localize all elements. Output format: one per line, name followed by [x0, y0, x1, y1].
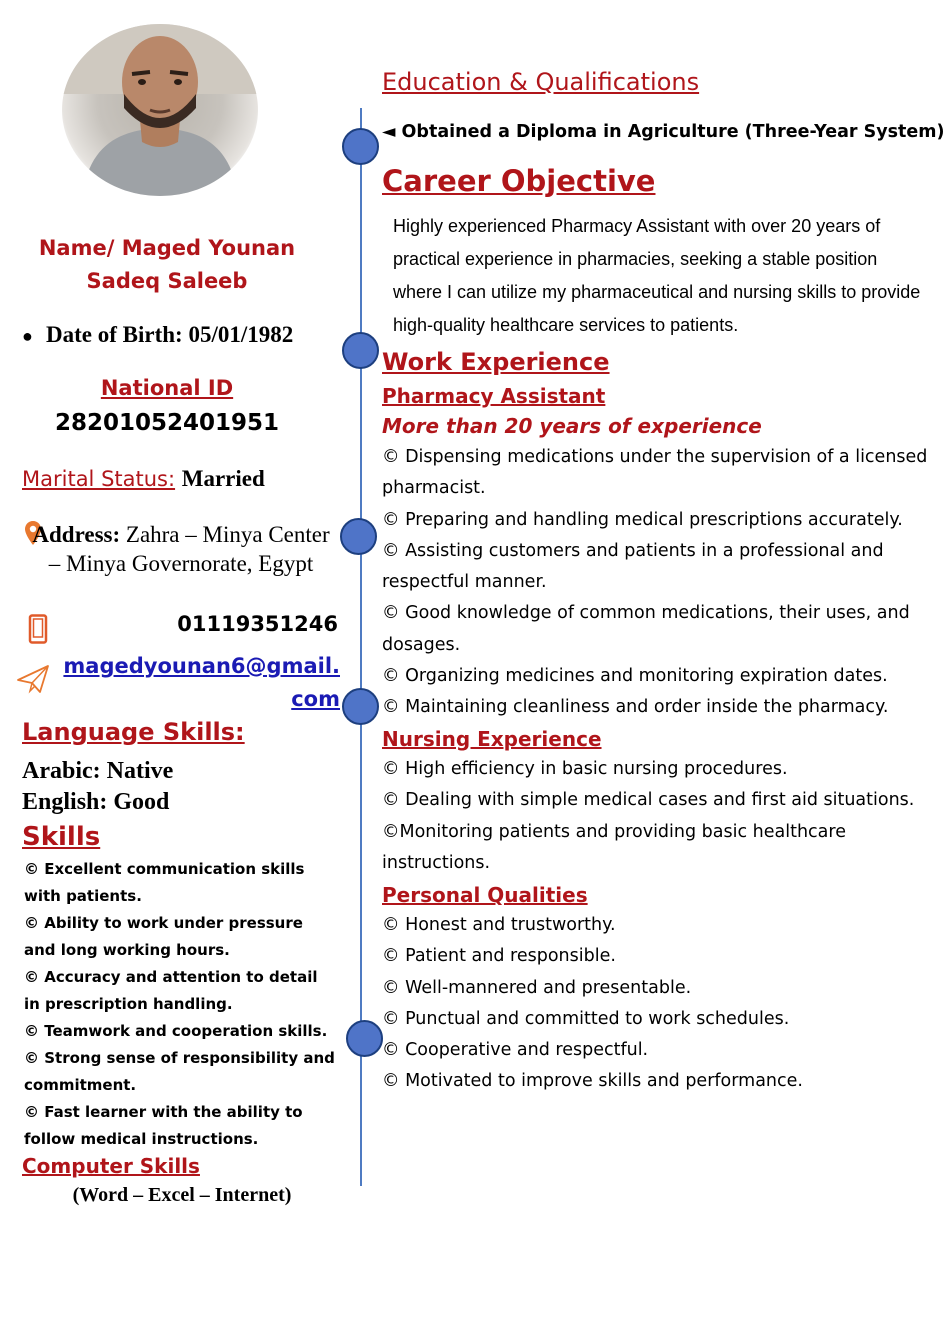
candidate-name: Name/ Maged Younan Sadeq Saleeb: [38, 236, 296, 293]
address-label: Address:: [32, 522, 121, 547]
education-title: Education & Qualifications: [382, 68, 700, 96]
computer-skills-title: Computer Skills: [22, 1154, 200, 1178]
timeline-dot: [340, 518, 377, 555]
list-item: © Preparing and handling medical prescriptions accurately.: [382, 509, 903, 530]
list-item: © Cooperative and respectful.: [382, 1040, 649, 1061]
address-value: Zahra – Minya Center – Minya Governorate, Egypt: [48, 522, 330, 576]
language-item: English: Good: [22, 789, 170, 815]
national-id-label: National ID: [100, 376, 234, 400]
dob-value: 05/01/1982: [188, 322, 294, 347]
dob-label: Date of Birth:: [46, 322, 183, 347]
list-item: © Honest and trustworthy.: [382, 915, 616, 935]
skill-item: © Teamwork and cooperation skills.: [24, 1022, 328, 1040]
list-item: © Dealing with simple medical cases and first aid situations.: [382, 790, 915, 811]
marital-label: Marital Status:: [22, 467, 176, 491]
list-item: © Organizing medicines and monitoring expiration dates.: [382, 666, 888, 687]
skill-item: © Excellent communication skills with patients.: [24, 860, 305, 905]
computer-skills-value: (Word – Excel – Internet): [72, 1184, 292, 1206]
skill-item: © Fast learner with the ability to follow medical instructions.: [24, 1103, 303, 1148]
bullet-icon: ●: [22, 326, 33, 346]
nursing-experience-title: Nursing Experience: [382, 727, 602, 751]
address: [28, 520, 334, 578]
date-of-birth: [22, 322, 342, 348]
career-objective-title: Career Objective: [382, 164, 656, 198]
education-item: ◄ Obtained a Diploma in Agriculture (Three-Year System): [382, 122, 945, 142]
skills-title: Skills: [22, 822, 101, 852]
profile-photo: [62, 24, 258, 196]
send-icon: [16, 664, 50, 694]
timeline-dot: [346, 1020, 383, 1057]
skill-item: © Ability to work under pressure and long working hours.: [24, 914, 303, 959]
email-line-2[interactable]: com: [291, 687, 340, 711]
marital-value: Married: [181, 466, 265, 491]
phone-icon: [28, 614, 48, 644]
list-item: ©Monitoring patients and providing basic healthcare instructions.: [382, 821, 846, 873]
personal-qualities-title: Personal Qualities: [382, 883, 588, 907]
qualities-list: [382, 910, 930, 1098]
list-item: © Maintaining cleanliness and order inside the pharmacy.: [382, 697, 889, 718]
marital-status: [22, 466, 342, 492]
timeline-dot: [342, 128, 379, 165]
list-item: © Good knowledge of common medications, their uses, and dosages.: [382, 603, 910, 655]
list-item: © Patient and responsible.: [382, 946, 616, 967]
timeline-dot: [342, 332, 379, 369]
list-item: © Well-mannered and presentable.: [382, 977, 692, 998]
language-item: Arabic: Native: [22, 758, 174, 784]
list-item: © Assisting customers and patients in a professional and respectful manner.: [382, 540, 884, 593]
list-item: © Punctual and committed to work schedules.: [382, 1008, 790, 1029]
list-item: © High efficiency in basic nursing procedures.: [382, 759, 788, 779]
job-subtitle: More than 20 years of experience: [382, 414, 762, 438]
list-item: © Dispensing medications under the supervision of a licensed pharmacist.: [382, 447, 928, 499]
work-experience-title: Work Experience: [382, 348, 610, 376]
skill-item: © Strong sense of responsibility and commitment.: [24, 1049, 335, 1094]
language-skills-title: Language Skills:: [22, 718, 245, 746]
career-objective-text: Highly experienced Pharmacy Assistant with over 20 years of practical experience in pharmacies, seeking a stable position where I can utilize my pharmaceutical and nursing skills to provide high-quality healthcare services to patients.: [393, 216, 921, 335]
job-title: Pharmacy Assistant: [382, 384, 606, 408]
nursing-list: [382, 754, 930, 879]
timeline-dot: [342, 688, 379, 725]
skills-list: [24, 856, 336, 1153]
skill-item: © Accuracy and attention to detail in prescription handling.: [24, 968, 318, 1013]
email-link[interactable]: [62, 650, 340, 716]
list-item: © Motivated to improve skills and performance.: [382, 1071, 803, 1092]
email-line-1[interactable]: magedyounan6@gmail.: [63, 654, 340, 678]
national-id-value: 28201052401951: [54, 410, 280, 436]
work-duties-list: [382, 442, 930, 724]
phone-number[interactable]: 01119351246: [177, 612, 338, 636]
